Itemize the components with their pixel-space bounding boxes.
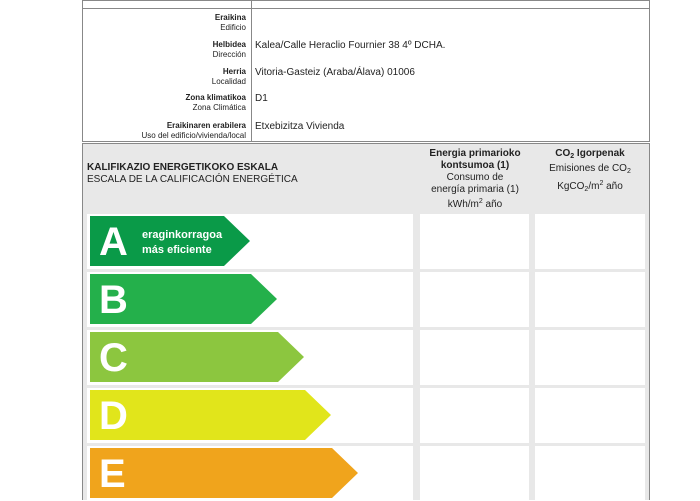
info-label [213,40,246,60]
info-row-building-use [83,121,649,145]
co2-unit: $KgCO_2/m^2$ año [557,180,623,193]
building-info-table [82,0,650,142]
co2-header-title: $CO_2$ Igorpenak [555,148,625,160]
grade-letter: E [99,452,126,496]
label-basque: Helbidea [212,40,246,49]
co2-value-cell [535,330,645,385]
label-spanish: Dirección [212,50,246,59]
energy-header-line: Consumo de [446,172,504,183]
scale-title-spanish: ESCALA DE LA CALIFICACIÓN ENERGÉTICA [87,174,298,185]
info-row-address [83,40,649,64]
energy-header-line: kontsumoa (1) [440,160,510,171]
info-label [215,13,246,33]
grade-letter: A [99,220,128,264]
co2-header-line: Emisiones de $CO_2$ [549,163,631,175]
label-spanish: Edificio [220,23,246,32]
grade-note: eraginkorragoa más eficiente [142,229,223,256]
grade-bar-e [90,448,358,500]
info-label [142,121,247,141]
label-basque: Eraikinaren erabilera [166,121,246,130]
info-label [186,93,246,113]
energy-value-cell [420,214,529,269]
info-value: Vitoria-Gasteiz (Araba/Álava) 01006 [255,67,415,78]
co2-value-cell [535,446,645,501]
label-spanish: Zona Climática [192,103,246,112]
energy-certificate [82,0,650,500]
co2-value-cell [535,214,645,269]
co2-column-header [533,148,647,196]
label-spanish: Localidad [211,77,246,86]
energy-value-cell [420,272,529,327]
energy-value-cell [420,388,529,443]
co2-value-cell [535,272,645,327]
grade-bar-d [90,390,331,442]
grade-bar-a [90,216,250,268]
info-value: Etxebizitza Vivienda [255,121,345,132]
energy-value-cell [420,330,529,385]
label-basque: Eraikina [214,13,246,22]
table-divider [83,8,649,9]
info-value: Kalea/Calle Heraclio Fournier 38 4º DCHA. [255,40,446,51]
energy-unit: kWh/$m^2$ año [447,198,503,210]
scale-title-basque: KALIFIKAZIO ENERGETIKOKO ESKALA [87,162,279,173]
info-row-climate-zone [83,93,649,117]
energy-value-cell [420,446,529,501]
label-basque: Herria [222,67,246,76]
label-basque: Zona klimatikoa [185,93,246,102]
grade-letter: B [99,278,128,322]
grade-bar-b [90,274,277,326]
energy-header-line: Energia primarioko [429,148,521,159]
grade-letter: D [99,394,128,438]
info-value: D1 [255,93,268,104]
co2-value-cell [535,388,645,443]
energy-column-header [419,148,531,211]
info-label [212,67,246,87]
label-spanish: Uso del edificio/vivienda/local [141,131,246,140]
info-row-building [83,13,649,37]
scale-title [87,162,298,186]
grade-letter: C [99,336,128,380]
energy-rating-scale [82,143,650,500]
energy-header-line: energía primaria (1) [431,184,519,195]
grade-bar-c [90,332,304,384]
info-row-locality [83,67,649,91]
